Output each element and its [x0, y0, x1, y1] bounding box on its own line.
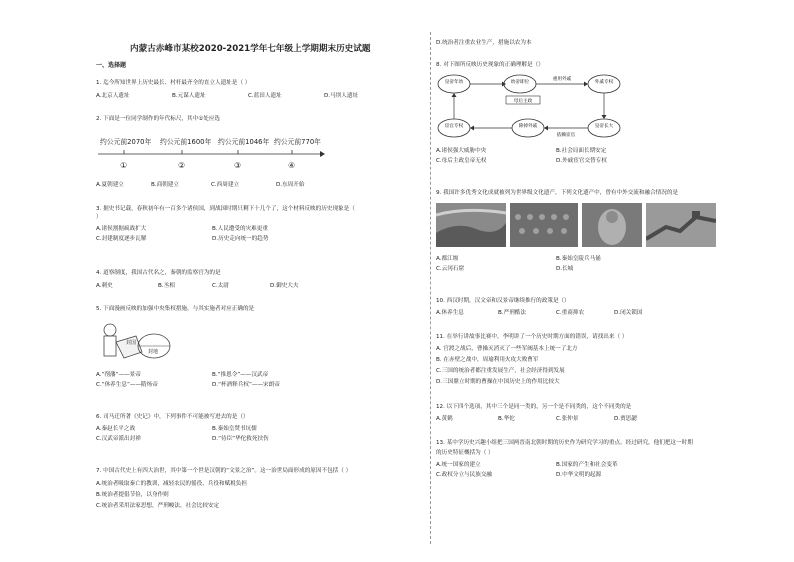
q1-option-c: C.蓝田人遗址 [248, 93, 282, 99]
q3-option-a: A.诸侯割据疯战扩大 [96, 226, 147, 232]
q5-stem: 5. 下面漫画反映的加强中央集权措施，与其实施者对应正确的是 [96, 306, 255, 312]
q9-stem: 9. 我国许多优秀文化成就被列为世界级文化遗产，下列文化遗产中，曾有中外交流和融合情况的是 [436, 190, 679, 196]
q7-option-c: C.统治者采用法家思想，严刑峻法，社会比较安定 [96, 503, 220, 509]
flow-edge-label-2: 重用外戚 [552, 77, 572, 82]
q10-stem: 10. 西汉时期，汉文帝和汉景帝继续推行的政策是（） [436, 298, 570, 304]
q9-option-b: B.秦始皇陵兵马俑 [556, 256, 601, 262]
q13-stem: 13. 某中学历史兴趣小组把三国两晋南北朝时期的历史作为研究学习的重点。经过研究，他们把这一时期 [436, 440, 693, 446]
q7-option-a: A.统治者吸取秦亡的教训，减轻农民的徭役、兵役和赋税负担 [96, 481, 247, 487]
q2-timeline [96, 136, 326, 186]
q1-option-b: B.元谋人遗址 [172, 93, 206, 99]
q3-option-b: B.人民遭受的灾难更重 [212, 226, 268, 232]
q12-option-b: B.华佗 [498, 416, 515, 422]
q8-option-b: B.社会局面长期安定 [556, 148, 607, 154]
q10-option-a: A.休养生息 [436, 310, 464, 316]
q13-option-d: D.中华文明的起源 [556, 472, 602, 478]
q12-stem: 12. 以下四个选项，其中三个是同一类的，另一个是不同类的，这个不同类的是 [436, 404, 632, 410]
q11-option-a: A. 官渡之战后，曹操灭消灭了一些军阀基本上统一了北方 [436, 346, 578, 352]
timeline-label-2: 约公元前1600年 [160, 138, 212, 146]
q4-option-c: C.太尉 [212, 283, 229, 289]
timeline-mark-3: ③ [234, 161, 242, 170]
q11-stem: 11. 在举行讲故事比赛中，李明讲了一个历史时期方面的错误，请找出来（ ） [436, 334, 628, 340]
q3-option-d: D.历史走向统一的趋势 [212, 236, 269, 242]
q8-flow-diagram [436, 70, 636, 150]
q5-option-d: D.“杯酒释兵权”——宋朗帝 [212, 382, 280, 388]
q2-option-b: B.商朝建立 [151, 182, 179, 188]
timeline-label-4: 约公元前770年 [274, 138, 321, 146]
q3-stem-cont: ） [96, 214, 102, 220]
q9-photo-strip [436, 203, 750, 247]
q8-stem: 8. 对下图所反映历史现象的正确理解是（） [436, 62, 544, 68]
q2-option-d: D.东周开始 [276, 182, 305, 188]
q1-option-a: A.北京人遗址 [96, 93, 130, 99]
q9-option-c: C.云冈石窟 [436, 266, 465, 272]
q10-option-d: D.闭关锁国 [614, 310, 643, 316]
q12-option-c: C.张仲景 [556, 416, 579, 422]
q6-option-b: B.秦始皇焚书坑儒 [212, 426, 257, 432]
q9-option-d: D.长城 [556, 266, 574, 272]
flow-node-2: 幼帝即位 [510, 80, 530, 85]
q4-option-d: D.御史大夫 [270, 283, 299, 289]
flow-node-4: 外戚专权 [594, 80, 614, 85]
timeline-mark-4: ④ [288, 161, 296, 170]
q13-option-b: B.国家的产生和社会变革 [556, 462, 618, 468]
q4-option-a: A.刺史 [96, 283, 113, 289]
timeline-label-1: 约公元前2070年 [100, 138, 152, 146]
q2-stem: 2. 下面是一位同学制作的年代标尺，其中①处应选 [96, 116, 221, 122]
flow-node-3: 母后主政 [513, 99, 533, 104]
flow-node-1: 皇帝年幼 [444, 80, 464, 85]
flow-node-7: 宦官专权 [444, 124, 464, 129]
q8-option-c: C.母后主政皇帝无权 [436, 158, 487, 164]
q6-option-d: D.“待臣”华佗救死扶伤 [212, 436, 269, 442]
q10-option-c: C.重商抑农 [556, 310, 585, 316]
q13-option-c: C.政权分立与民族交融 [436, 472, 493, 478]
q6-stem: 6. 司马迁所著《史记》中，下列事件不可能被写进去的是（） [96, 414, 249, 420]
q5-option-b: B.“推恩令”——汉武帝 [212, 372, 269, 378]
photo-yungang [582, 203, 642, 247]
flow-node-5: 皇帝长大 [594, 124, 614, 129]
flow-edge-label-1: 依赖宦官 [556, 133, 576, 138]
q5-option-c: C.“休养生息”——隋炀帝 [96, 382, 158, 388]
q7-option-b: B.统治者提倡节俭，以身作则 [96, 492, 169, 498]
q5-cartoon-image [96, 322, 174, 362]
q13-option-a: A.统一国家的建立 [436, 462, 481, 468]
q8-option-d: D.外戚宦官交替专权 [556, 158, 607, 164]
q7-option-d: D.统治者注重农业生产，措施以农为本 [436, 40, 532, 46]
q13-stem-cont: 的历史特征概括为（ ） [436, 450, 494, 456]
cartoon-label-2: 封地 [148, 349, 159, 355]
q2-option-a: A.夏朝建立 [96, 182, 124, 188]
column-divider [430, 32, 431, 544]
q6-option-c: C.汉武帝派出封禅 [96, 436, 141, 442]
q3-stem: 3. 据史书记载，春秋初年有一百多个诸侯国，到战国时期只剩下十几个了，这个材料反映的历史现象是（ [96, 206, 355, 212]
timeline-mark-1: ① [120, 161, 128, 170]
photo-terracotta [510, 203, 578, 247]
q4-stem: 4. 道察制度，我国古代名之，秦朝的监察官为的是 [96, 270, 221, 276]
q12-option-d: D.贾思勰 [614, 416, 637, 422]
timeline-mark-2: ② [178, 161, 186, 170]
q12-option-a: A.黄鹤 [436, 416, 453, 422]
q6-option-a: A.秦赵长平之战 [96, 426, 136, 432]
timeline-label-3: 约公元前1046年 [218, 138, 270, 146]
q8-option-a: A.诸侯强大威胁中央 [436, 148, 487, 154]
q2-option-c: C.西周建立 [211, 182, 240, 188]
photo-great-wall [646, 203, 716, 247]
q9-option-a: A.都江堰 [436, 256, 459, 262]
q11-option-d: D.三国鼎立时期的曹操在中国历史上的作用比较大 [436, 379, 560, 385]
flow-node-6: 除掉外戚 [518, 124, 538, 129]
section-heading: 一、选择题 [96, 62, 127, 69]
page-title: 内蒙古赤峰市某校2020-2021学年七年级上学期期末历史试题 [130, 44, 371, 54]
q11-option-b: B. 在赤壁之战中，周瑜利用火攻大败曹军 [436, 357, 539, 363]
cartoon-label-1: 封国 [126, 340, 137, 346]
q3-option-c: C.封建制度逐步瓦解 [96, 236, 147, 242]
q7-stem: 7. 中国古代史上有四大治世，其中第一个世是汉朝的“文景之治”。这一治世局面形成的原因不包括（ ） [96, 468, 352, 474]
q1-option-d: D.马坝人遗址 [324, 93, 359, 99]
photo-dujiangyan [436, 203, 506, 247]
q10-option-b: B.严刑酷法 [498, 310, 526, 316]
q4-option-b: B.丞相 [158, 283, 175, 289]
q1-stem: 1. 迄今所知世界上历史最长、村杆最齐全的直立人遗址是（ ） [96, 80, 251, 86]
q5-option-a: A.“削藩”——景帝 [96, 372, 141, 378]
q11-option-c: C.三国的统治者都注重发展生产，社会经济得到发展 [436, 368, 565, 374]
